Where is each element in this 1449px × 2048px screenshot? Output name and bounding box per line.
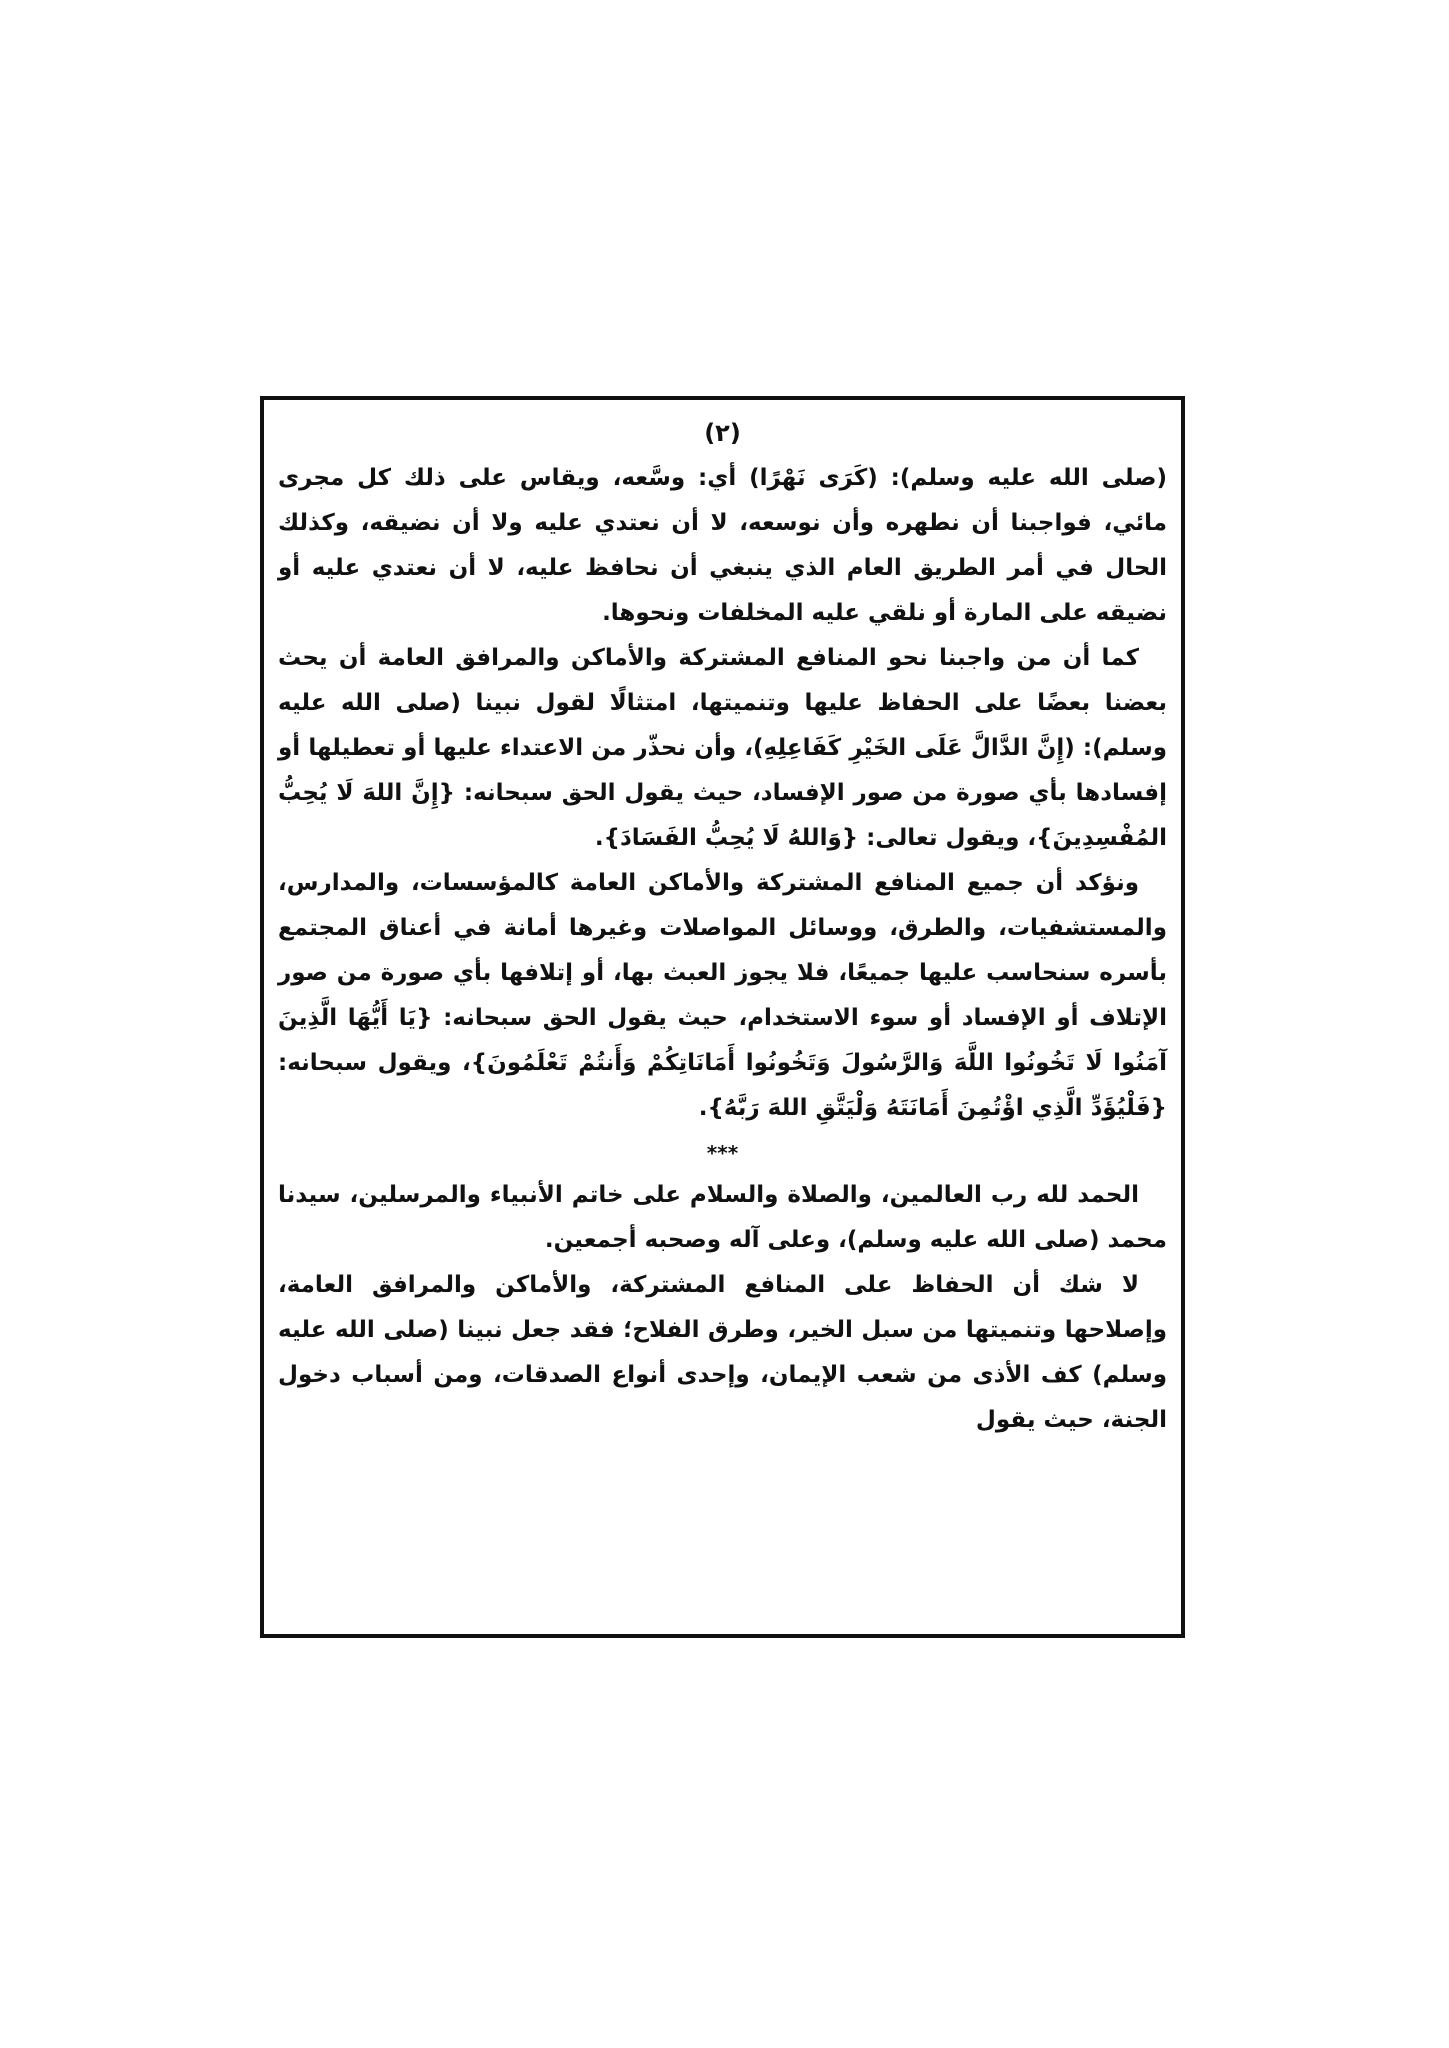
section-separator: ***	[706, 1141, 739, 1165]
paragraph-4: الحمد لله رب العالمين، والصلاة والسلام على خاتم الأنبياء والمرسلين، سيدنا محمد (صلى الله عليه وسلم)، وعلى آله وصحبه أجمعين.	[278, 1182, 1167, 1253]
paragraph-3: ونؤكد أن جميع المنافع المشتركة والأماكن العامة كالمؤسسات، والمدارس، والمستشفيات، والطرق، ووسائل المواصلات وغيرها أمانة في أعناق المجتمع بأسره سنحاسب عليها جميعًا، فلا يجوز العبث بها، أو إتلافها بأي صورة من صور الإتلاف أو الإفساد أو سوء الاستخدام، حيث يقول الحق سبحانه: {يَا أَيُّهَا الَّذِينَ آمَنُوا لَا تَخُونُوا اللَّهَ وَالرَّسُولَ وَتَخُونُوا أَمَانَاتِكُمْ وَأَنتُمْ تَعْلَمُونَ}، ويقول سبحانه: {فَلْيُؤَدِّ الَّذِي اؤْتُمِنَ أَمَانَتَهُ وَلْيَتَّقِ اللهَ رَبَّهُ}.	[278, 870, 1167, 1121]
page-body	[278, 456, 1167, 1443]
paragraph-1: (صلى الله عليه وسلم): (كَرَى نَهْرًا) أي: وسَّعه، ويقاس على ذلك كل مجرى مائي، فواجبنا أن نطهره وأن نوسعه، لا أن نعتدي عليه ولا أن نضيقه، وكذلك الحال في أمر الطريق العام الذي ينبغي أن نحافظ عليه، لا أن نعتدي عليه أو نضيقه على المارة أو نلقي عليه المخلفات ونحوها.	[278, 465, 1167, 626]
page-frame	[260, 396, 1185, 1638]
paragraph-5: لا شك أن الحفاظ على المنافع المشتركة، والأماكن والمرافق العامة، وإصلاحها وتنميتها من سبل الخير، وطرق الفلاح؛ فقد جعل نبينا (صلى الله عليه وسلم) كف الأذى من شعب الإيمان، وإحدى أنواع الصدقات، ومن أسباب دخول الجنة، حيث يقول	[278, 1272, 1167, 1433]
paragraph-2: كما أن من واجبنا نحو المنافع المشتركة والأماكن والمرافق العامة أن يحث بعضنا بعضًا على الحفاظ عليها وتنميتها، امتثالًا لقول نبينا (صلى الله عليه وسلم): (إِنَّ الدَّالَّ عَلَى الخَيْرِ كَفَاعِلِهِ)، وأن نحذّر من الاعتداء عليها أو تعطيلها أو إفسادها بأي صورة من صور الإفساد، حيث يقول الحق سبحانه: {إِنَّ اللهَ لَا يُحِبُّ المُفْسِدِينَ}، ويقول تعالى: {وَاللهُ لَا يُحِبُّ الفَسَادَ}.	[278, 645, 1167, 851]
page-number: (٢)	[704, 419, 741, 447]
